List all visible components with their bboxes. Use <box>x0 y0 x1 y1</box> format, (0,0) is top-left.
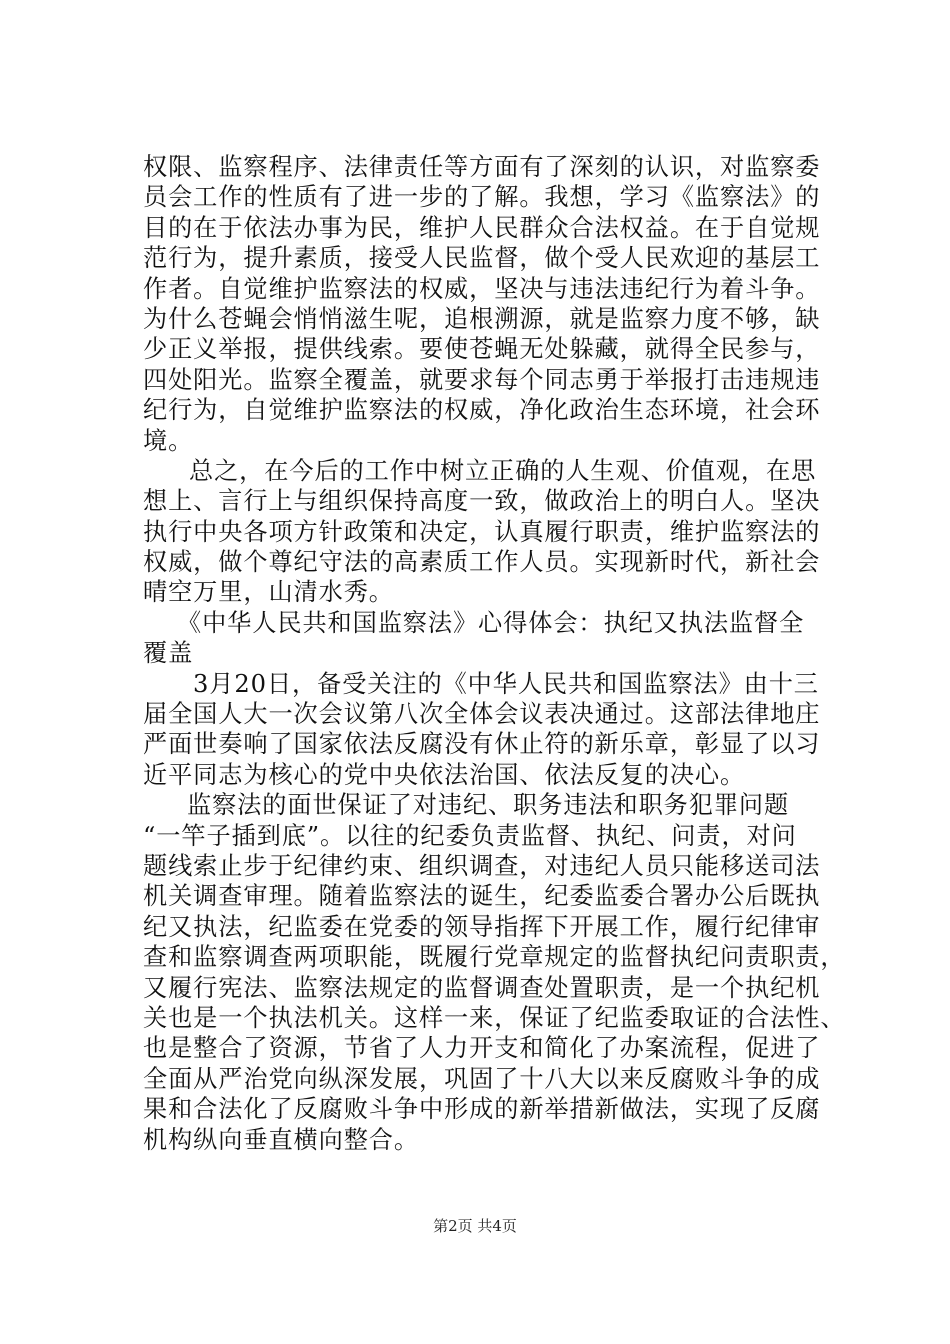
text-line: 严面世奏响了国家依法反腐没有休止符的新乐章，彰显了以习 <box>143 730 821 759</box>
text-line: 近平同志为核心的党中央依法治国、依法反复的决心。 <box>143 760 746 789</box>
text-line: 四处阳光。监察全覆盖，就要求每个同志勇于举报打击违规违 <box>143 365 821 394</box>
section-heading-line: 《中华人民共和国监察法》心得体会：执纪又执法监督全 <box>177 608 805 637</box>
text-line: 果和合法化了反腐败斗争中形成的新举措新做法，实现了反腐 <box>143 1095 821 1124</box>
text-line: 纪又执法，纪监委在党委的领导指挥下开展工作，履行纪律审 <box>143 912 821 941</box>
document-body <box>143 152 846 1155</box>
text-line: 作者。自觉维护监察法的权威，坚决与违法违纪行为着斗争。 <box>143 274 821 303</box>
text-line: 晴空万里，山清水秀。 <box>143 578 394 607</box>
text-line: 权威，做个尊纪守法的高素质工作人员。实现新时代，新社会 <box>143 548 821 577</box>
text-line: 关也是一个执法机关。这样一来，保证了纪监委取证的合法性、 <box>143 1003 846 1032</box>
text-line: 机构纵向垂直横向整合。 <box>143 1125 419 1154</box>
text-line: 执行中央各项方针政策和决定，认真履行职责，维护监察法的 <box>143 517 821 546</box>
text-line: 又履行宪法、监察法规定的监督调查处置职责，是一个执纪机 <box>143 973 821 1002</box>
text-line: 监察法的面世保证了对违纪、职务违法和职务犯罪问题 <box>187 791 790 820</box>
text-line: 境。 <box>143 426 194 455</box>
text-line: 总之，在今后的工作中树立正确的人生观、价值观，在思 <box>189 456 817 485</box>
page-number-footer: 第2页 共4页 <box>433 1217 517 1235</box>
text-line: 3月20日，备受关注的《中华人民共和国监察法》由十三 <box>193 669 819 698</box>
text-line: 为什么苍蝇会悄悄滋生呢，追根溯源，就是监察力度不够，缺 <box>143 304 821 333</box>
text-line: 目的在于依法办事为民，维护人民群众合法权益。在于自觉规 <box>143 213 821 242</box>
text-line: 权限、监察程序、法律责任等方面有了深刻的认识，对监察委 <box>143 153 821 181</box>
text-line: 少正义举报，提供线索。要使苍蝇无处躲藏，就得全民参与， <box>143 335 821 364</box>
text-line: 全面从严治党向纵深发展，巩固了十八大以来反腐败斗争的成 <box>143 1064 821 1093</box>
text-line: 纪行为，自觉维护监察法的权威，净化政治生态环境，社会环 <box>143 396 821 425</box>
text-line: 想上、言行上与组织保持高度一致，做政治上的明白人。坚决 <box>143 487 821 516</box>
text-line: 员会工作的性质有了进一步的了解。我想，学习《监察法》的 <box>143 183 821 212</box>
text-line: 机关调查审理。随着监察法的诞生，纪委监委合署办公后既执 <box>143 882 821 911</box>
text-line: 范行为，提升素质，接受人民监督，做个受人民欢迎的基层工 <box>143 244 821 273</box>
text-line: 也是整合了资源，节省了人力开支和简化了办案流程，促进了 <box>143 1034 821 1063</box>
text-line: 题线索止步于纪律约束、组织调查，对违纪人员只能移送司法 <box>143 851 821 880</box>
text-line: 查和监察调查两项职能，既履行党章规定的监督执纪问责职责， <box>143 943 846 972</box>
text-line: 届全国人大一次会议第八次全体会议表决通过。这部法律地庄 <box>143 700 821 729</box>
text-line: “一竿子插到底”。以往的纪委负责监督、执纪、问责，对问 <box>143 821 797 850</box>
section-heading-line: 覆盖 <box>143 639 194 668</box>
